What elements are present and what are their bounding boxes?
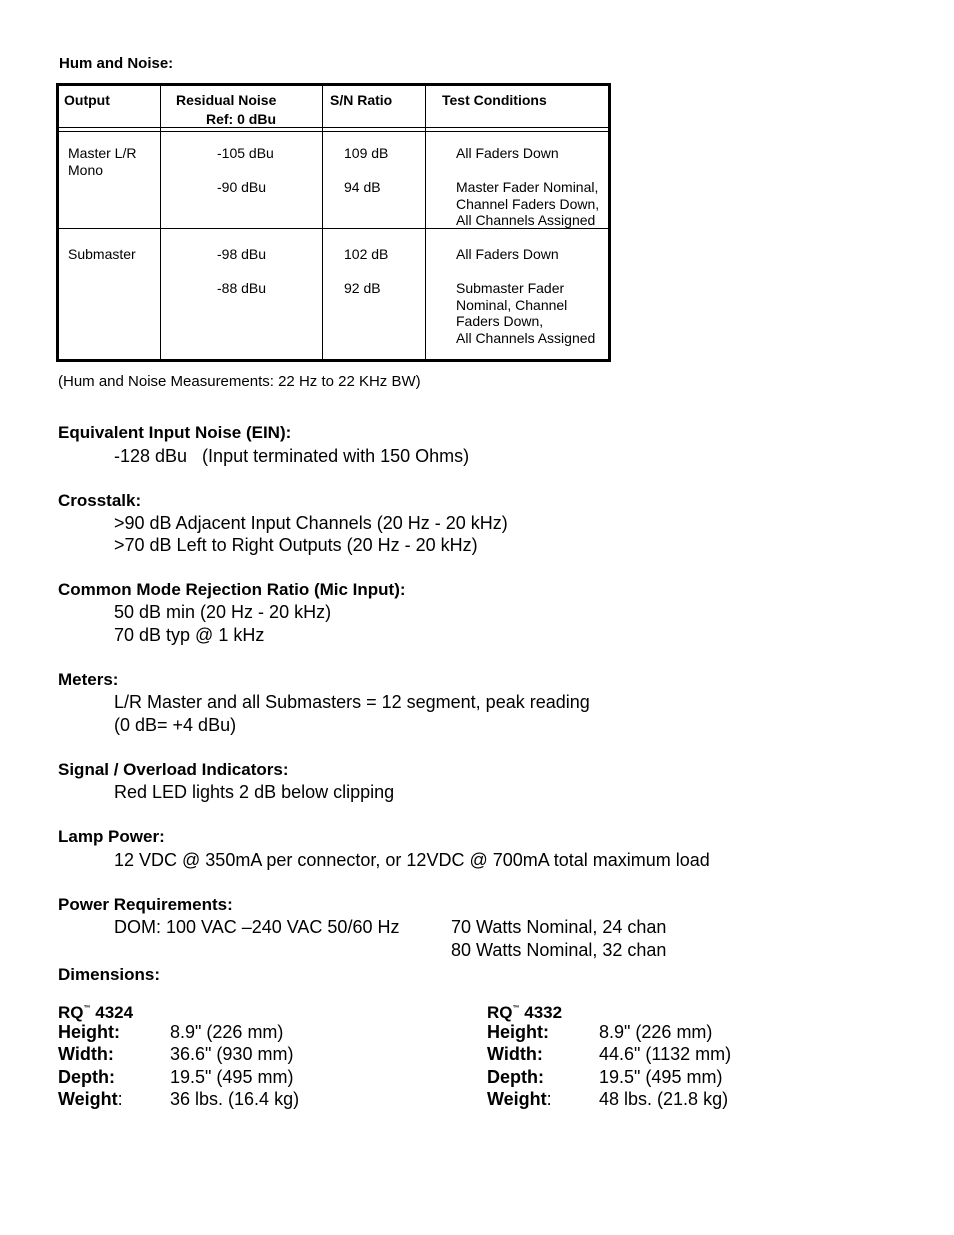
row1-test-b2: Channel Faders Down, (456, 196, 600, 212)
power-voltage: DOM: 100 VAC –240 VAC 50/60 Hz (114, 917, 400, 937)
row2-test-b2: Nominal, Channel (456, 297, 568, 313)
meters-title: Meters: (58, 670, 119, 689)
row2-test-b4: All Channels Assigned (456, 330, 596, 346)
row1-test-b1: Master Fader Nominal, (456, 179, 599, 195)
model-prefix: RQ (58, 1003, 84, 1022)
height-value: 8.9" (226 mm) (170, 1022, 284, 1042)
height-value: 8.9" (226 mm) (599, 1022, 713, 1042)
ein-value: -128 dBu (Input terminated with 150 Ohms) (114, 446, 470, 466)
meters-line1: L/R Master and all Submasters = 12 segment, peak reading (114, 692, 590, 712)
row1-output: Master L/R (68, 145, 137, 161)
trademark-symbol: ™ (83, 1005, 91, 1012)
hum-noise-note: (Hum and Noise Measurements: 22 Hz to 22 KHz BW) (58, 373, 421, 390)
row1-sn-a: 109 dB (344, 145, 389, 161)
weight-label (487, 1088, 552, 1110)
depth-label: Depth: (487, 1067, 544, 1087)
width-value: 44.6" (1132 mm) (599, 1044, 732, 1064)
dimensions-title: Dimensions: (58, 965, 161, 984)
row1-output-mono: Mono (68, 162, 104, 178)
weight-value: 36 lbs. (16.4 kg) (170, 1089, 300, 1109)
header-output: Output (64, 92, 110, 108)
crosstalk-line1: >90 dB Adjacent Input Channels (20 Hz - 20 kHz) (114, 513, 508, 533)
lamp-line1: 12 VDC @ 350mA per connector, or 12VDC @ 700mA total maximum load (114, 850, 710, 870)
cmrr-line1: 50 dB min (20 Hz - 20 kHz) (114, 602, 332, 622)
width-label: Width: (58, 1044, 114, 1064)
row2-residual-b: -88 dBu (217, 280, 267, 296)
row1-test-a: All Faders Down (456, 145, 559, 161)
header-rule (59, 127, 608, 128)
depth-value: 19.5" (495 mm) (170, 1067, 294, 1087)
cmrr-title: Common Mode Rejection Ratio (Mic Input): (58, 580, 406, 599)
depth-value: 19.5" (495 mm) (599, 1067, 723, 1087)
lamp-title: Lamp Power: (58, 827, 165, 846)
weight-label-colon: : (546, 1089, 552, 1109)
cmrr-line2: 70 dB typ @ 1 kHz (114, 625, 265, 645)
row2-sn-b: 92 dB (344, 280, 381, 296)
weight-label-text: Weight (487, 1089, 547, 1109)
row2-residual-a: -98 dBu (217, 246, 267, 262)
header-sn: S/N Ratio (330, 92, 393, 108)
row1-residual-b: -90 dBu (217, 179, 267, 195)
row2-output: Submaster (68, 246, 136, 262)
header-residual-ref: Ref: 0 dBu (206, 111, 276, 127)
hum-noise-table (56, 83, 611, 362)
ein-title: Equivalent Input Noise (EIN): (58, 423, 292, 442)
weight-label-text: Weight (58, 1089, 118, 1109)
row2-sn-a: 102 dB (344, 246, 389, 262)
crosstalk-title: Crosstalk: (58, 491, 142, 510)
depth-label: Depth: (58, 1067, 115, 1087)
width-value: 36.6" (930 mm) (170, 1044, 294, 1064)
power-title: Power Requirements: (58, 895, 233, 914)
header-residual: Residual Noise (176, 92, 277, 108)
row1-sn-b: 94 dB (344, 179, 381, 195)
row2-test-b3: Faders Down, (456, 313, 544, 329)
header-test: Test Conditions (442, 92, 547, 108)
meters-line2: (0 dB= +4 dBu) (114, 715, 237, 735)
width-label: Width: (487, 1044, 543, 1064)
weight-label (58, 1088, 123, 1110)
row1-residual-a: -105 dBu (217, 145, 274, 161)
header-rule (59, 131, 608, 132)
row2-test-a: All Faders Down (456, 246, 559, 262)
model-number: 4332 (524, 1003, 563, 1022)
crosstalk-line2: >70 dB Left to Right Outputs (20 Hz - 20 kHz) (114, 535, 478, 555)
signal-title: Signal / Overload Indicators: (58, 760, 289, 779)
signal-line1: Red LED lights 2 dB below clipping (114, 782, 395, 802)
power-32chan: 80 Watts Nominal, 32 chan (451, 940, 667, 960)
hum-noise-title: Hum and Noise: (59, 55, 174, 72)
weight-value: 48 lbs. (21.8 kg) (599, 1089, 729, 1109)
model-number: 4324 (95, 1003, 134, 1022)
trademark-symbol: ™ (512, 1005, 520, 1012)
height-label: Height: (487, 1022, 549, 1042)
row2-test-b1: Submaster Fader (456, 280, 565, 296)
height-label: Height: (58, 1022, 120, 1042)
weight-label-colon: : (117, 1089, 123, 1109)
power-24chan: 70 Watts Nominal, 24 chan (451, 917, 667, 937)
model-prefix: RQ (487, 1003, 513, 1022)
row1-test-b3: All Channels Assigned (456, 212, 596, 228)
